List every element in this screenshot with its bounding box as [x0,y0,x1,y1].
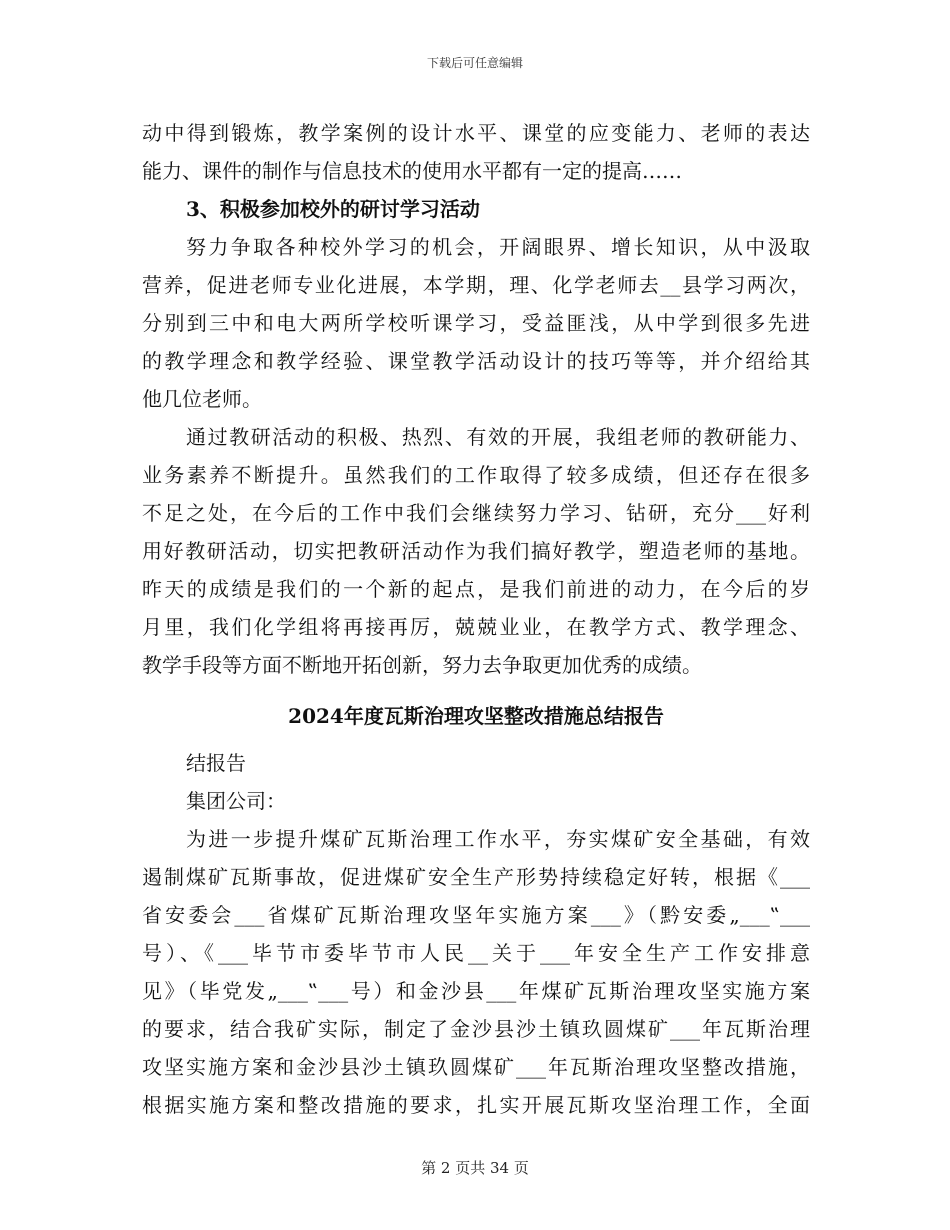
body-line: 用好教研活动，切实把教研活动作为我们搞好教学，塑造老师的基地。 [142,539,810,563]
body-line: 根据实施方案和整改措施的要求，扎实开展瓦斯攻坚治理工作，全面 [142,1093,810,1117]
body-line: 月里，我们化学组将再接再厉，兢兢业业，在教学方式、教学理念、 [142,615,810,639]
body-line: 为进一步提升煤矿瓦斯治理工作水平，夯实煤矿安全基础，有效 [186,827,810,851]
body-line: 通过教研活动的积极、热烈、有效的开展，我组老师的教研能力、 [186,425,810,449]
body-line: 努力争取各种校外学习的机会，开阔眼界、增长知识，从中汲取 [186,235,810,259]
body-line: 他几位老师。 [142,387,262,411]
section-heading: 3、积极参加校外的研讨学习活动 [186,197,480,221]
body-line: 教学手段等方面不断地开拓创新，努力去争取更加优秀的成绩。 [142,653,702,677]
body-line: 营养，促进老师专业化进展，本学期，理、化学老师去__县学习两次， [142,273,810,297]
body-line: 不足之处，在今后的工作中我们会继续努力学习、钻研，充分___好利 [142,501,810,525]
body-line: 遏制煤矿瓦斯事故，促进煤矿安全生产形势持续稳定好转，根据《___ [142,865,810,889]
document-body [142,114,810,1124]
body-line: 攻坚实施方案和金沙县沙土镇玖圆煤矿___年瓦斯治理攻坚整改措施， [142,1055,810,1079]
body-line: 号）、《___毕节市委毕节市人民__关于___年安全生产工作安排意 [142,941,810,965]
subtitle: 结报告 [186,751,246,775]
body-line: 分别到三中和电大两所学校听课学习，受益匪浅，从中学到很多先进 [142,311,810,335]
page-header: 下载后可任意编辑 [426,56,523,70]
body-line: 的要求，结合我矿实际，制定了金沙县沙土镇玖圆煤矿___年瓦斯治理 [142,1017,810,1041]
page-footer: 第 2 页共 34 页 [421,1159,529,1177]
body-line: 省安委会___省煤矿瓦斯治理攻坚年实施方案___》（黔安委„___‟___ [142,903,810,927]
document-title: 2024年度瓦斯治理攻坚整改措施总结报告 [288,704,664,728]
body-line: 的教学理念和教学经验、课堂教学活动设计的技巧等等，并介绍给其 [142,349,810,373]
body-line: 动中得到锻炼，教学案例的设计水平、课堂的应变能力、老师的表达 [142,121,810,145]
body-line: 能力、课件的制作与信息技术的使用水平都有一定的提高…… [142,159,682,183]
body-line: 业务素养不断提升。虽然我们的工作取得了较多成绩，但还存在很多 [142,463,810,487]
salutation: 集团公司： [186,789,286,813]
body-line: 昨天的成绩是我们的一个新的起点，是我们前进的动力，在今后的岁 [142,577,810,601]
body-line: 见》（毕党发„___‟___号）和金沙县___年煤矿瓦斯治理攻坚实施方案 [142,979,810,1003]
